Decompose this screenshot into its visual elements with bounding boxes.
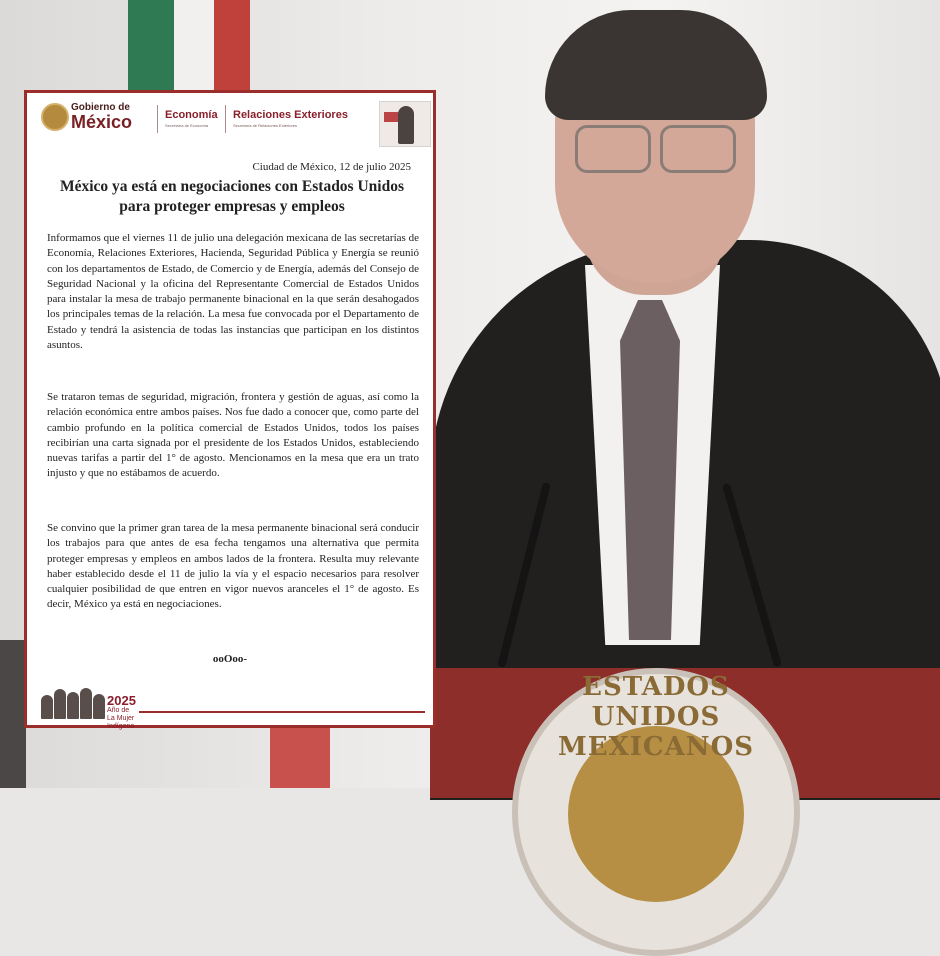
document-header xyxy=(39,99,424,145)
paragraph-3: Se convino que la primer gran tarea de la mesa permanente binacional será conducir los trabajos para que antes de esa fecha tengamos una alternativa que permita proteger empresas y empleos en ambos lados de la frontera. Resulta muy relevante haber establecido desde el 11 de julio la vía y el espacio necesarios para resolver cualquier posibilidad de que entren en vigor nuevos aranceles el 1° de agosto. Es decir, México ya está en negociaciones. xyxy=(47,522,419,611)
relaciones-sublabel: Secretaría de Relaciones Exteriores xyxy=(233,123,298,128)
paragraph-2: Se trataron temas de seguridad, migración, frontera y gestión de aguas, así como la relación económica entre ambos países. Nos fue dado a conocer que, como parte del cambio profundo en la política comercial de Estados Unidos, todos los países recibirían una carta signada por el presidente de los Estados Unidos, estableciendo nuevas tarifas a partir del 1° de agosto. Mencionamos en la mesa que era un trato injusto y que no estábamos de acuerdo. xyxy=(47,391,419,480)
economia-label: Economía xyxy=(165,109,218,121)
header-divider xyxy=(157,105,158,133)
illustration-figure xyxy=(398,106,414,144)
footer-line-1: Año de xyxy=(107,707,130,714)
footer-line-3: Indígena xyxy=(107,723,135,730)
gobierno-label: Gobierno de xyxy=(71,102,130,113)
illustration-flag xyxy=(384,112,398,122)
flag-white-stripe xyxy=(174,0,214,90)
paragraph-1: Informamos que el viernes 11 de julio una delegación mexicana de las secretarías de Economía, Relaciones Exteriores, Hacienda, Seguridad Pública y Energía se reunió con los departamentos de Estado, de Comercio y de Energía, además del Consejo de Seguridad Nacional y la oficina del Representante Comercial de Estados Unidos para instalar la mesa de trabajo permanente binacional en la que serán desahogados los principales temas de la relación. La mesa fue convocada por el Departamento de Estado y tendrá la asistencia de todas las instancias que participan en los distintos asuntos. xyxy=(47,232,419,352)
national-emblem-icon xyxy=(41,103,69,131)
background-dark-object xyxy=(0,640,26,788)
background-red-object xyxy=(270,728,330,788)
footer-rule xyxy=(139,711,425,713)
glasses-left-lens xyxy=(575,125,651,173)
economia-sublabel: Secretaría de Economía xyxy=(165,123,209,128)
historical-figure-illustration xyxy=(379,101,431,147)
press-release-document xyxy=(24,90,436,728)
seal-text: ESTADOS UNIDOS MEXICANOS xyxy=(558,672,754,762)
speaker-tie xyxy=(620,300,680,640)
footer-year: 2025 xyxy=(107,693,136,708)
footer-line-2: La Mujer xyxy=(107,715,135,722)
glasses-right-lens xyxy=(660,125,736,173)
flag-red-stripe xyxy=(214,0,250,90)
document-date: Ciudad de México, 12 de julio 2025 xyxy=(252,161,411,173)
header-divider xyxy=(225,105,226,133)
footer-subtitle xyxy=(107,707,134,731)
closing-mark: ooOoo- xyxy=(212,653,248,665)
mexico-label: México xyxy=(71,112,133,132)
indigenous-women-illustration xyxy=(41,687,105,719)
document-title: México ya está en negociaciones con Estados Unidos para proteger empresas y empleos xyxy=(59,178,404,215)
flag-green-stripe xyxy=(128,0,174,90)
relaciones-label: Relaciones Exteriores xyxy=(233,109,348,121)
